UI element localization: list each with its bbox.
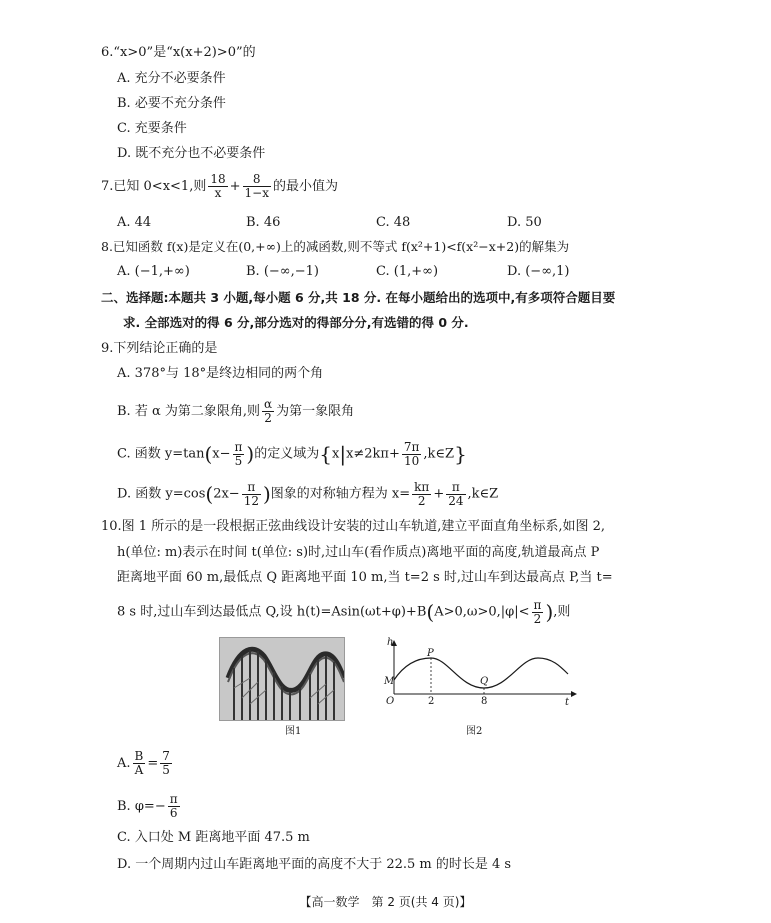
fraction-numerator: 7 (162, 749, 170, 763)
section-2-heading-line-2: 求. 全部选对的得 6 分,部分选对的得部分分,有选错的得 0 分. (123, 315, 469, 330)
question-10-option-d: D. 一个周期内过山车距离地平面的高度不大于 22.5 m 的时长是 4 s (117, 857, 512, 872)
set-bar: | (339, 442, 347, 466)
pi-over-24-fraction (446, 481, 465, 508)
fraction-numerator: 7π (403, 439, 420, 454)
fraction-denominator: 24 (448, 493, 464, 508)
question-10-option-c: C. 入口处 M 距离地平面 47.5 m (117, 830, 310, 845)
question-10-line-1: 10.图 1 所示的是一段根据正弦曲线设计安装的过山车轨道,建立平面直角坐标系,如图 2, (101, 519, 606, 534)
right-brace: } (454, 442, 467, 466)
axis-label-t: t (565, 697, 570, 708)
page-footer: 【高一数学 第 2 页(共 4 页)】 (299, 895, 472, 909)
left-brace: { (319, 442, 332, 466)
option-c-arg: x− (212, 446, 231, 462)
right-paren: ) (545, 600, 554, 624)
question-7-option-d: D. 50 (507, 215, 542, 230)
figure-1-caption: 图1 (285, 726, 302, 737)
fraction-denominator: 12 (243, 493, 259, 508)
line-4-lead: 8 s 时,过山车到达最低点 Q,设 h(t)=Asin(ωt+φ)+B (117, 604, 427, 620)
pi-over-2-fraction (532, 599, 544, 626)
figure-1-roller-coaster-photo (219, 637, 345, 721)
question-6-option-a: A. 充分不必要条件 (117, 71, 226, 86)
line-4-tail: ,则 (553, 604, 571, 620)
b-over-a-fraction (133, 750, 146, 777)
left-paren: ( (204, 442, 213, 466)
question-9-option-c (117, 437, 467, 472)
pi-over-12-fraction (242, 481, 261, 508)
equals-sign: = (147, 756, 159, 771)
fraction-denominator: 2 (417, 493, 426, 508)
pi-over-6-fraction (168, 793, 180, 820)
fraction-numerator: π (169, 792, 178, 806)
question-10-line-3: 距离地平面 60 m,最低点 Q 距离地平面 10 m,当 t=2 s 时,过山车到达最高点 P,当 t= (117, 570, 613, 585)
point-q-label: Q (480, 676, 489, 687)
fraction-denominator: A (134, 763, 144, 777)
seven-pi-over-10-fraction (402, 441, 422, 468)
fraction-numerator: α (264, 397, 273, 411)
question-8-stem: 8.已知函数 f(x)是定义在(0,+∞)上的减函数,则不等式 f(x²+1)<f(x²−x+2)的解集为 (101, 239, 570, 254)
question-9-option-b (117, 395, 354, 429)
option-d-tail: ,k∈Z (467, 486, 499, 502)
plus-sign: + (229, 179, 241, 194)
k-pi-over-2-fraction (412, 481, 431, 508)
axis-label-h: h (387, 637, 394, 648)
tick-label-2: 2 (428, 696, 435, 707)
question-10-line-2: h(单位: m)表示在时间 t(单位: s)时,过山车(看作质点)离地平面的高度,轨道最高点 P (117, 545, 600, 560)
option-c-lead: C. 函数 y=tan (117, 446, 205, 462)
question-6-option-b: B. 必要不充分条件 (117, 96, 226, 111)
question-10-option-a (117, 747, 174, 781)
fraction-numerator: 18 (210, 172, 226, 186)
point-p-label: P (427, 648, 434, 659)
question-10-line-4 (117, 595, 570, 630)
question-8-option-a: A. (−1,+∞) (117, 264, 190, 279)
fraction-numerator: kπ (414, 479, 430, 494)
fraction-denominator: 5 (234, 453, 243, 468)
question-7-option-a: A. 44 (117, 215, 152, 230)
point-m-label: M (384, 676, 395, 687)
option-d-middle: 图象的对称轴方程为 x= (270, 486, 411, 502)
tick-label-8: 8 (481, 696, 488, 707)
option-d-arg: 2x− (213, 486, 240, 502)
question-6-stem: 6.“x>0”是“x(x+2)>0”的 (101, 45, 256, 60)
right-paren: ) (246, 442, 255, 466)
question-7-stem-lead: 7.已知 0<x<1,则 (101, 179, 207, 194)
origin-label: O (386, 696, 395, 707)
question-7-stem (101, 170, 338, 204)
question-7-option-b: B. 46 (246, 215, 281, 230)
question-9-option-d (117, 477, 498, 512)
option-b-lead: B. φ=− (117, 799, 166, 814)
question-9-option-a: A. 378°与 18°是终边相同的两个角 (117, 366, 324, 381)
question-6-option-d: D. 既不充分也不必要条件 (117, 146, 266, 161)
option-c-middle: 的定义域为 (254, 446, 320, 462)
question-8-option-b: B. (−∞,−1) (246, 264, 319, 279)
fraction-denominator: 5 (162, 763, 170, 777)
question-7-fraction-1 (208, 173, 227, 200)
roller-coaster-image (220, 638, 344, 720)
fraction-denominator: 6 (169, 806, 178, 820)
fraction-denominator: 10 (404, 453, 420, 468)
question-10-option-b (117, 790, 182, 824)
pi-over-5-fraction (233, 441, 245, 468)
seven-over-five-fraction (160, 750, 172, 777)
fraction-denominator: 2 (264, 411, 272, 425)
alpha-over-2-fraction (262, 398, 274, 425)
figure-2-graph (376, 640, 578, 712)
option-c-set-var: x (331, 446, 340, 462)
question-7-stem-tail: 的最小值为 (272, 179, 338, 194)
option-c-set-cond: x≠2kπ+ (346, 446, 400, 462)
left-paren: ( (426, 600, 435, 624)
fraction-denominator: x (214, 186, 222, 200)
fraction-numerator: π (234, 439, 243, 454)
question-8-option-d: D. (−∞,1) (507, 264, 570, 279)
fraction-numerator: π (533, 597, 542, 612)
question-6-option-c: C. 充要条件 (117, 121, 187, 136)
fraction-numerator: π (446, 481, 465, 495)
option-b-tail: 为第一象限角 (276, 404, 355, 419)
question-7-option-c: C. 48 (376, 215, 411, 230)
left-paren: ( (205, 482, 214, 506)
option-d-lead: D. 函数 y=cos (117, 486, 206, 502)
right-paren: ) (262, 482, 271, 506)
line-4-conditions: A>0,ω>0,|φ|< (434, 604, 530, 620)
figure-2-caption: 图2 (466, 726, 483, 737)
fraction-denominator: 2 (533, 611, 542, 626)
plus-sign: + (433, 486, 445, 502)
option-b-lead: B. 若 α 为第二象限角,则 (117, 404, 260, 419)
fraction-numerator: B (134, 749, 144, 763)
option-a-lead: A. (117, 756, 131, 771)
fraction-numerator: 8 (243, 173, 271, 187)
section-2-heading-line-1: 二、选择题:本题共 3 小题,每小题 6 分,共 18 分. 在每小题给出的选项中,有多项符合题目要 (101, 290, 616, 305)
option-c-set-tail: ,k∈Z (423, 446, 455, 462)
t-axis-arrow (571, 691, 577, 697)
fraction-denominator: 1−x (244, 186, 269, 200)
question-9-stem: 9.下列结论正确的是 (101, 341, 218, 356)
question-8-option-c: C. (1,+∞) (376, 264, 439, 279)
fraction-numerator: π (242, 481, 261, 495)
question-7-fraction-2 (243, 173, 271, 200)
